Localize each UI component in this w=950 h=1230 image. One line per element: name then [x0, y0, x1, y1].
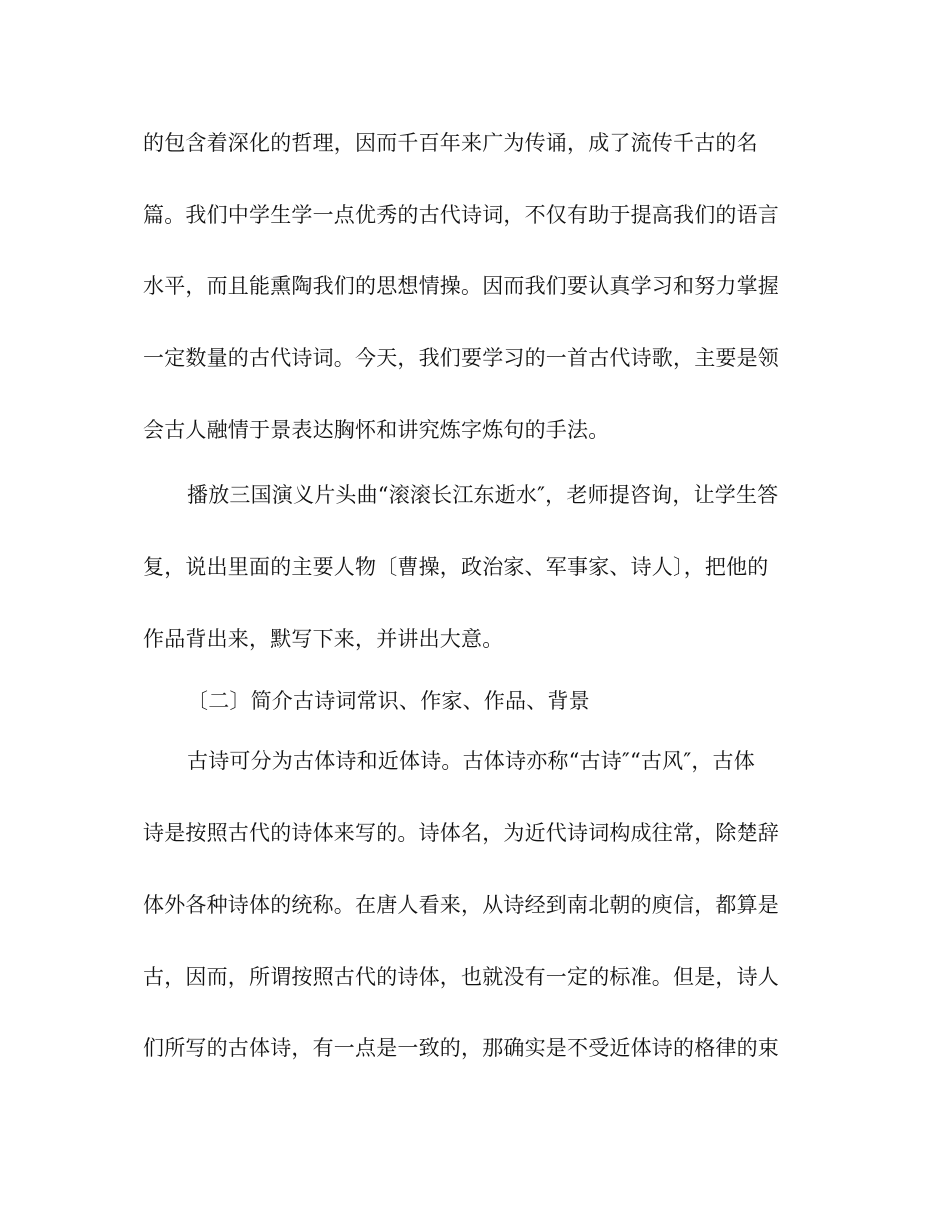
- text-line: 体外各种诗体的统称。在唐人看来，从诗经到南北朝的庾信，都算是: [143, 893, 779, 917]
- text-line: 们所写的古体诗，有一点是一致的，那确实是不受近体诗的格律的束: [143, 1036, 779, 1060]
- text-line: 作品背出来，默写下来，并讲出大意。: [143, 627, 504, 651]
- text-line: 篇。我们中学生学一点优秀的古代诗词，不仅有助于提高我们的语言: [143, 203, 779, 227]
- text-line: 复，说出里面的主要人物〔曹操，政治家、军事家、诗人〕，把他的: [143, 555, 769, 579]
- paragraph-first-line: 古诗可分为古体诗和近体诗。古体诗亦称“古诗″“古风″，古体: [187, 749, 755, 773]
- text-line: 古，因而，所谓按照古代的诗体，也就没有一定的标准。但是，诗人: [143, 965, 779, 989]
- text-line: 会古人融情于景表达胸怀和讲究炼字炼句的手法。: [143, 418, 610, 442]
- section-heading: 〔二〕简介古诗词常识、作家、作品、背景: [187, 689, 590, 713]
- text-line: 一定数量的古代诗词。今天，我们要学习的一首古代诗歌，主要是领: [143, 346, 779, 370]
- paragraph-first-line: 播放三国演义片头曲“滚滚长江东逝水″，老师提咨询，让学生答: [187, 483, 779, 507]
- text-line: 诗是按照古代的诗体来写的。诗体名，为近代诗词构成往常，除楚辞: [143, 821, 779, 845]
- text-line: 的包含着深化的哲理，因而千百年来广为传诵，成了流传千古的名: [143, 131, 758, 155]
- text-line: 水平，而且能熏陶我们的思想情操。因而我们要认真学习和努力掌握: [143, 274, 779, 298]
